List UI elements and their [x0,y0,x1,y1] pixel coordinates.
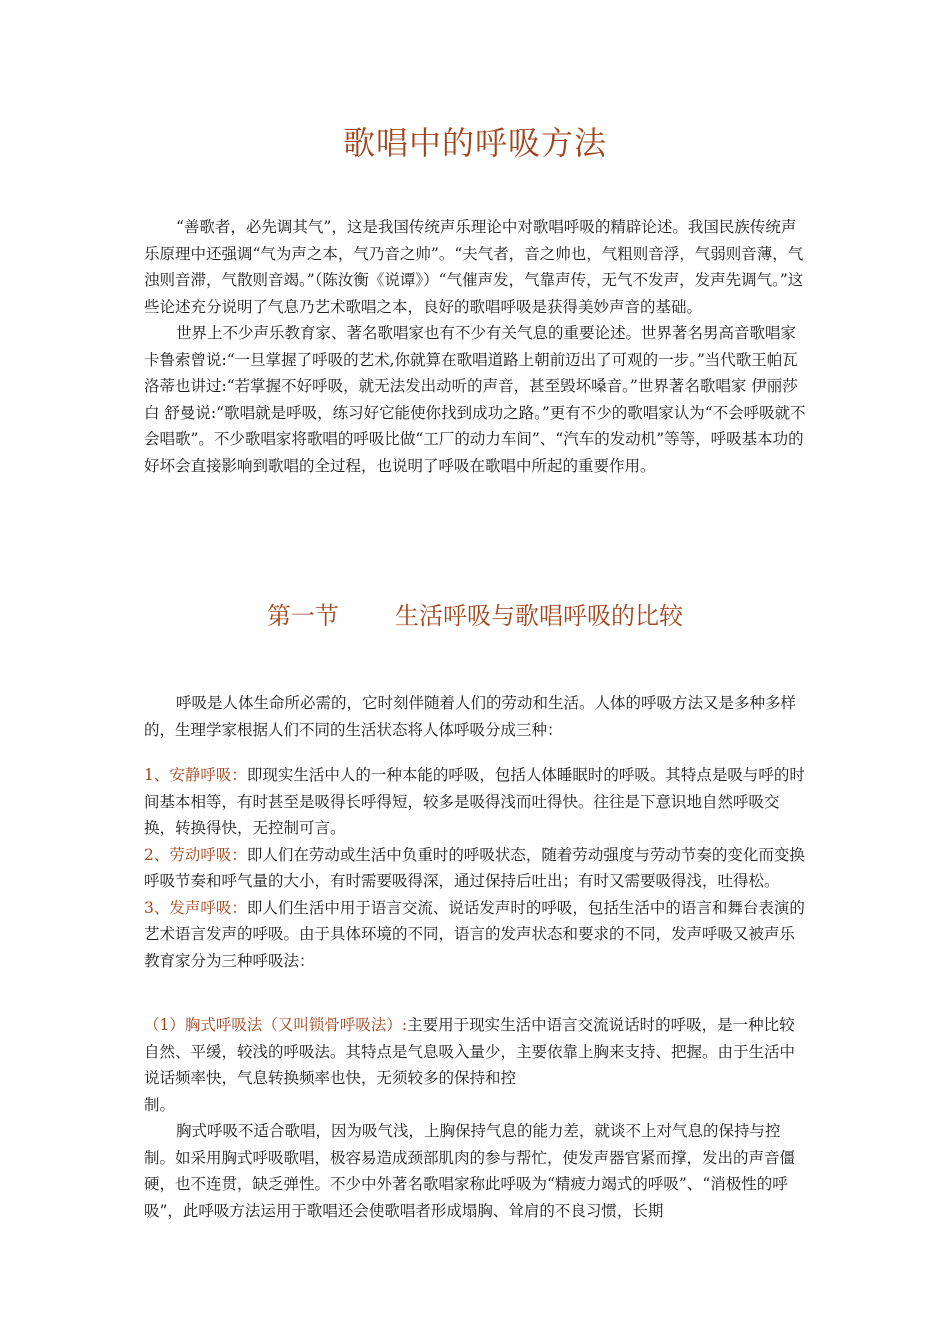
chest-breathing-paragraph [144,1012,808,1092]
chest-breathing-label: （1）胸式呼吸法（又叫锁骨呼吸法）: [144,1016,408,1034]
document-title: 歌唱中的呼吸方法 [342,124,607,162]
chest-breathing-continuation: 制。 [144,1095,176,1114]
section1-intro [144,690,808,743]
section-heading [0,596,950,631]
list-item-labor-breathing [144,842,808,895]
list-item-text: 即人们生活中用于语言交流、说话发声时的呼吸，包括生活中的语言和舞台表演的艺术语言发声的呼吸。由于具体环境的不同，语言的发声状态和要求的不同，发声呼吸又被声乐教育家分为三种呼吸法： [144,898,805,970]
section-number: 第一节 [267,602,339,630]
list-item-label: 1、安静呼吸： [144,766,247,784]
list-item-label: 2、劳动呼吸： [144,845,247,864]
chest-breathing-section [144,1012,808,1224]
list-item-text: 即人们在劳动或生活中负重时的呼吸状态，随着劳动强度与劳动节奏的变化而变换呼吸节奏和呼气量的大小，有时需要吸得深，通过保持后吐出；有时又需要吸得浅，吐得松。 [144,845,805,890]
chest-breathing-paragraph-2: 胸式呼吸不适合歌唱，因为吸气浅，上胸保持气息的能力差，就谈不上对气息的保持与控制。如采用胸式呼吸歌唱，极容易造成颈部肌肉的参与帮忙，使发声器官紧而撑，发出的声音僵硬，也不连贯，缺乏弹性。不少中外著名歌唱家称此呼吸为“精疲力竭式的呼吸”、“消极性的呼吸”，此呼吸方法运用于歌唱还会使歌唱者形成塌胸、耸肩的不良习惯，长期 [144,1122,796,1220]
list-item-quiet-breathing [144,762,808,842]
intro-paragraph-2: 世界上不少声乐教育家、著名歌唱家也有不少有关气息的重要论述。世界著名男高音歌唱家卡鲁索曾说:“一旦掌握了呼吸的艺术,你就算在歌唱道路上朝前迈出了可观的一步。”当代歌王帕瓦洛蒂也讲过:“若掌握不好呼吸，就无法发出动听的声音，甚至毁坏嗓音。”世界著名歌唱家 伊丽莎白 舒曼说:“歌唱就是呼吸，练习好它能使你找到成功之路。”更有不少的歌唱家认为“不会呼吸就不会唱歌”。不少歌唱家将歌唱的呼吸比做“工厂的动力车间”、“汽车的发动机”等等，呼吸基本功的好坏会直接影响到歌唱的全过程，也说明了呼吸在歌唱中所起的重要作用。 [144,324,806,475]
breathing-types-list [144,762,808,974]
section1-paragraph-1: 呼吸是人体生命所必需的，它时刻伴随着人们的劳动和生活。人体的呼吸方法又是多种多样的，生理学家根据人们不同的生活状态将人体呼吸分成三种： [144,694,797,739]
chest-breathing-text: 主要用于现实生活中语言交流说话时的呼吸，是一种比较自然、平缓，较浅的呼吸法。其特点是气息吸入量少，主要依靠上胸来支持、把握。由于生活中说话频率快，气息转换频率也快，无须较多的保持和控 [144,1016,796,1087]
list-item-label: 3、发声呼吸： [144,898,247,917]
list-item-text: 即现实生活中人的一种本能的呼吸，包括人体睡眠时的呼吸。其特点是吸与呼的时间基本相等，有时甚至是吸得长呼得短，较多是吸得浅而吐得快。往往是下意识地自然呼吸交换，转换得快，无控制可言。 [144,766,805,837]
intro-paragraph-1: “善歌者，必先调其气”，这是我国传统声乐理论中对歌唱呼吸的精辟论述。我国民族传统声乐原理中还强调“气为声之本，气乃音之帅”。“夫气者，音之帅也，气粗则音浮，气弱则音薄，气浊则音滞，气散则音竭。”（陈汝衡《说谭》）“气催声发，气靠声传，无气不发声，发声先调气。”这些论述充分说明了气息乃艺术歌唱之本，良好的歌唱呼吸是获得美妙声音的基础。 [144,218,804,316]
section-name: 生活呼吸与歌唱呼吸的比较 [395,602,683,630]
list-item-vocal-breathing [144,895,808,975]
intro-section [144,214,808,479]
